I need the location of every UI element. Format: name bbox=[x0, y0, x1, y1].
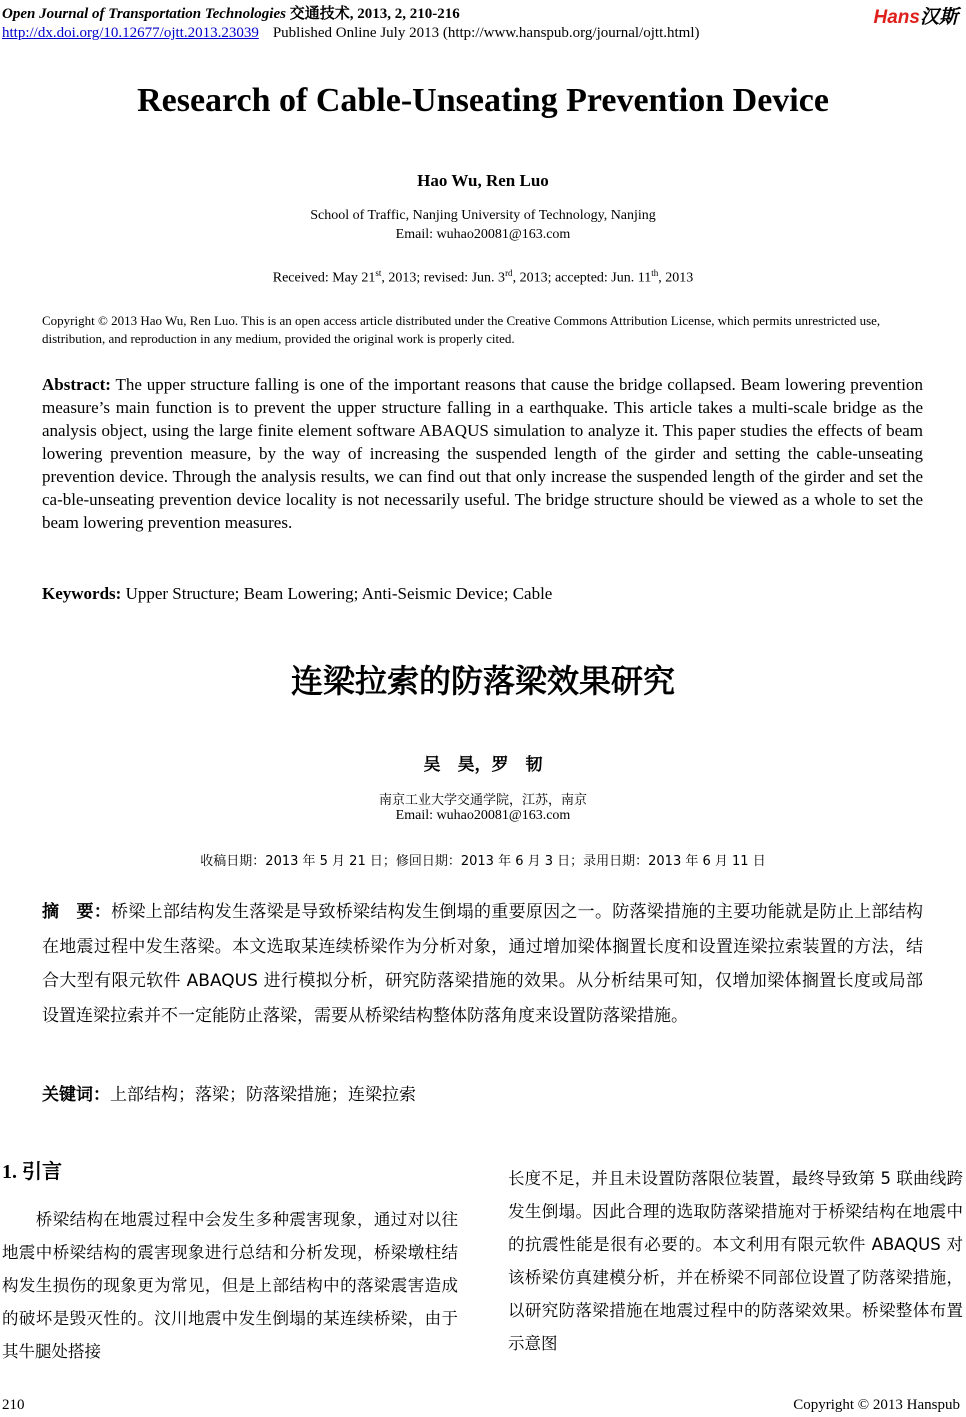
abstract-text: The upper structure falling is one of the important reasons that cause the bridge collapsed. Beam lowering prevention measure’s main function is to prevent the upper structure falling in a earthquake. This article takes a multi-scale bridge as the analysis object, using the large finite element software ABAQUS simulation to analyze it. This paper studies the effects of beam lowering prevention measure, by the way of increasing the suspended length of the girder and setting the cable-unseating prevention device. Through the analysis results, we can find out that only increase the suspended length of the girder and set the ca-ble-unseating prevention device locality is not necessarily useful. The bridge structure should be viewed as a whole to set the beam lowering prevention measures. bbox=[42, 375, 923, 532]
journal-cn: 交通技术, 2013, 2, 210-216 bbox=[289, 6, 460, 22]
cn-affiliation: 南京工业大学交通学院，江苏，南京 bbox=[378, 793, 587, 808]
journal-header bbox=[2, 2, 460, 23]
email: Email: wuhao20081@163.com bbox=[395, 227, 571, 242]
abstract bbox=[42, 373, 923, 534]
body-left-column: 桥梁结构在地震过程中会发生多种震害现象，通过对以往地震中桥梁结构的震害现象进行总结和分析发现，桥梁墩柱结构发生损伤的现象更为常见，但是上部结构中的落梁震害造成的破坏是毁灭性的。汶川地震中发生倒塌的某连续桥梁，由于其牛腿处搭接 bbox=[2, 1210, 458, 1361]
cn-keywords: 关键词：上部结构；落梁；防落梁措施；连梁拉索 bbox=[42, 1085, 416, 1105]
footer-copyright: Copyright © 2013 Hanspub bbox=[793, 1397, 960, 1413]
paper-title: Research of Cable-Unseating Prevention Device bbox=[137, 82, 829, 119]
abstract-label: Abstract: bbox=[42, 375, 111, 394]
copyright-notice: Copyright © 2013 Hao Wu, Ren Luo. This is an open access article distributed under the Creative Commons Attribution License, which permits unrestricted use, distribution, and reproduction in any medium, provided the original work is properly cited. bbox=[42, 313, 881, 346]
section-heading: 1. 引言 bbox=[2, 1161, 62, 1183]
cn-title: 连梁拉索的防落梁效果研究 bbox=[290, 662, 675, 700]
keywords: Keywords: Upper Structure; Beam Lowering; Anti-Seismic Device; Cable bbox=[42, 584, 553, 603]
affiliation: School of Traffic, Nanjing University of Technology, Nanjing bbox=[310, 208, 656, 223]
doi-line bbox=[2, 25, 699, 42]
journal-name: Open Journal of Transportation Technologies bbox=[2, 6, 286, 22]
received-dates: Received: May 21st, 2013; revised: Jun. 3rd, 2013; accepted: Jun. 11th, 2013 bbox=[272, 268, 694, 286]
published-info: Published Online July 2013 (http://www.hanspub.org/journal/ojtt.html) bbox=[272, 25, 700, 41]
cn-email: Email: wuhao20081@163.com bbox=[395, 808, 571, 823]
cn-dates: 收稿日期：2013 年 5 月 21 日；修回日期：2013 年 6 月 3 日；录用日期：2013 年 6 月 11 日 bbox=[200, 854, 766, 869]
body-right-column: 长度不足，并且未设置防落限位装置，最终导致第 5 联曲线跨发生倒塌。因此合理的选取防落梁措施对于桥梁结构在地震中的抗震性能是很有必要的。本文利用有限元软件 ABAQUS 对该桥梁仿真建模分析，并在桥梁不同部位设置了防落梁措施，以研究防落梁措施在地震过程中的防落梁效果。桥梁整体布置示意图 bbox=[508, 1169, 963, 1353]
cn-abstract: 摘 要：桥梁上部结构发生落梁是导致桥梁结构发生倒塌的重要原因之一。防落梁措施的主要功能就是防止上部结构在地震过程中发生落梁。本文选取某连续桥梁作为分析对象，通过增加梁体搁置长度和设置连梁拉索装置的方法，结合大型有限元软件 ABAQUS 进行模拟分析，研究防落梁措施的效果。从分析结果可知，仅增加梁体搁置长度或局部设置连梁拉索并不一定能防止落梁，需要从桥梁结构整体防落角度来设置防落梁措施。 bbox=[42, 902, 924, 1026]
doi-link[interactable]: http://dx.doi.org/10.12677/ojtt.2013.23039 bbox=[2, 25, 259, 41]
hans-logo: Hans汉斯 bbox=[873, 7, 958, 28]
authors: Hao Wu, Ren Luo bbox=[417, 171, 549, 190]
cn-authors: 吴 昊，罗 韧 bbox=[423, 755, 543, 775]
page-number: 210 bbox=[2, 1397, 25, 1413]
